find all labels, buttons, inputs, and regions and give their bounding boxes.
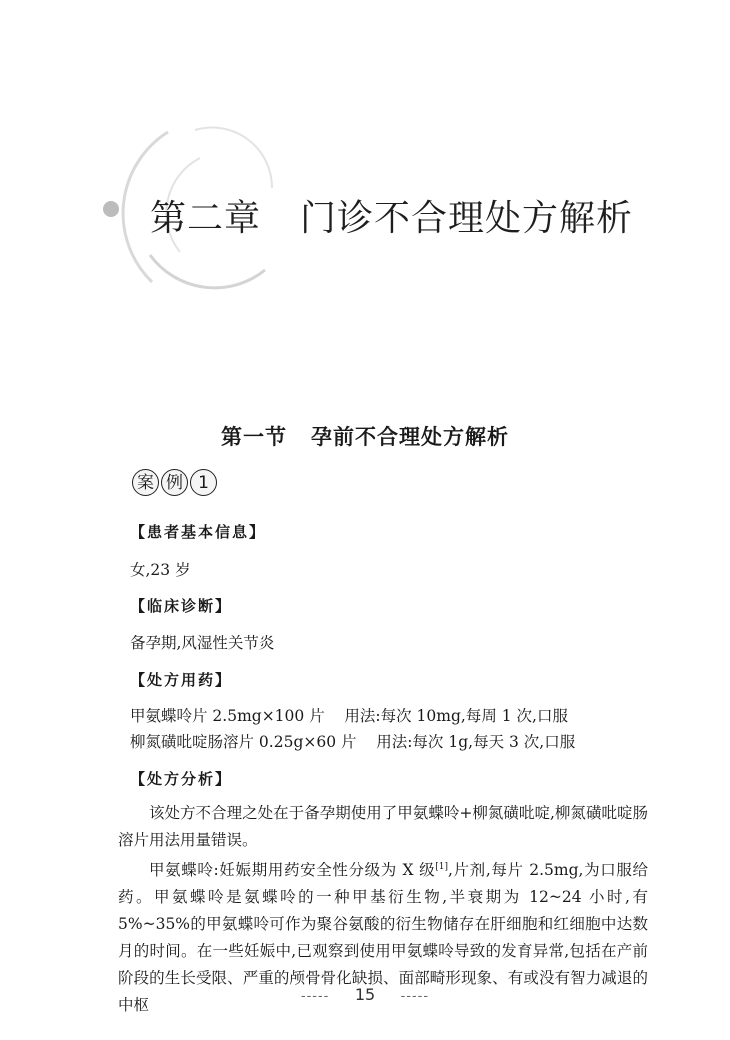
analysis-text: 甲氨蝶呤:妊娠期用药安全性分级为 X 级 bbox=[149, 861, 436, 880]
section-heading bbox=[0, 421, 730, 451]
page-footer bbox=[0, 985, 730, 1004]
footer-dashes: ----- bbox=[400, 989, 430, 1004]
prescription-heading: 【处方用药】 bbox=[130, 671, 233, 689]
page-number: 15 bbox=[354, 985, 376, 1004]
analysis-heading: 【处方分析】 bbox=[130, 770, 233, 788]
chapter-number: 第二章 bbox=[150, 198, 262, 239]
decor-dot bbox=[103, 201, 119, 217]
analysis-text: ,片剂,每片 2.5mg,为口服给药。甲氨蝶呤是氨蝶呤的一种甲基衍生物,半衰期为 12~24 小时,有 5%~35%的甲氨蝶呤可作为聚谷氨酸的衍生物储存在肝细胞和红细胞中达数月的时间。在一些妊娠中,已观察到使用甲氨蝶呤导致的发育异常,包括在产前阶段的生长受限、严重的颅骨骨化缺损、面部畸形现象、有或没有智力减退的中枢 bbox=[118, 861, 648, 1015]
section-number: 第一节 bbox=[221, 424, 287, 449]
analysis-paragraph: 该处方不合理之处在于备孕期使用了甲氨蝶呤+柳氮磺吡啶,柳氮磺吡啶肠溶片用法用量错误。 bbox=[118, 804, 648, 849]
case-badge-number: 1 bbox=[190, 469, 217, 496]
diagnosis-text: 备孕期,风湿性关节炎 bbox=[130, 634, 275, 652]
patient-info-text: 女,23 岁 bbox=[130, 561, 191, 579]
chapter-decoration bbox=[0, 0, 730, 300]
prescription-line: 柳氮磺吡啶肠溶片 0.25g×60 片 用法:每次 1g,每天 3 次,口服 bbox=[130, 733, 576, 751]
footer-dashes: ----- bbox=[300, 989, 330, 1004]
chapter-heading bbox=[150, 190, 633, 241]
patient-info-heading: 【患者基本信息】 bbox=[130, 523, 267, 541]
section-title: 孕前不合理处方解析 bbox=[311, 424, 509, 449]
reference-marker: [1] bbox=[435, 862, 448, 872]
chapter-title: 门诊不合理处方解析 bbox=[300, 198, 634, 239]
decor-arc-bottom bbox=[150, 255, 265, 288]
case-badge-char: 案 bbox=[132, 469, 159, 496]
diagnosis-heading: 【临床诊断】 bbox=[130, 597, 233, 615]
decor-arc-top bbox=[195, 128, 272, 188]
prescription-line: 甲氨蝶呤片 2.5mg×100 片 用法:每次 10mg,每周 1 次,口服 bbox=[130, 707, 568, 725]
case-badge-char: 例 bbox=[161, 469, 188, 496]
case-badge bbox=[132, 469, 217, 496]
